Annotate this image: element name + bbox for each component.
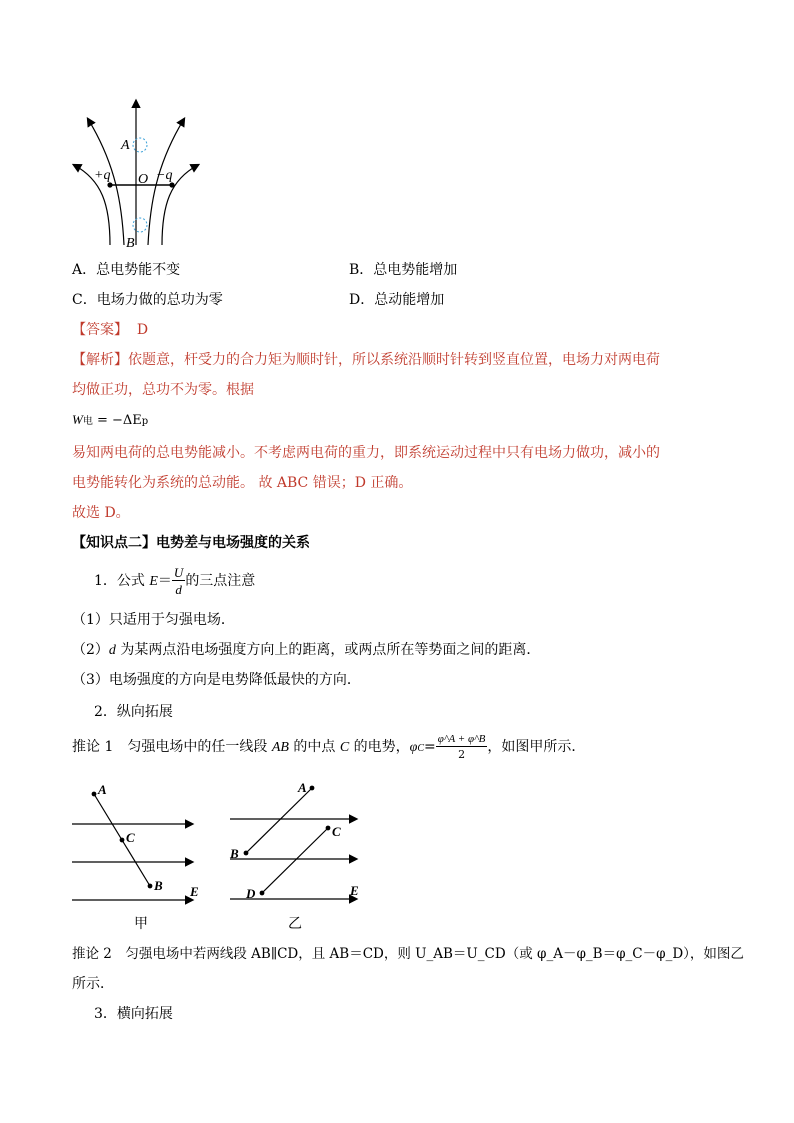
inference-1 bbox=[72, 730, 585, 764]
answer-value: D bbox=[136, 322, 149, 338]
infer1-den: 2 bbox=[458, 748, 466, 761]
jia-point-A bbox=[92, 792, 97, 797]
item1-eq: ＝ bbox=[157, 573, 172, 589]
infer1-eq: = bbox=[424, 739, 436, 755]
position-B-circle bbox=[133, 218, 147, 232]
yi-label-D: D bbox=[246, 886, 256, 901]
formula-W: W bbox=[72, 412, 83, 427]
dipole-field-figure bbox=[66, 95, 216, 255]
jia-caption: 甲 bbox=[134, 917, 148, 932]
inference-2-line-1: 推论 2 匀强电场中若两线段 AB∥CD，且 AB＝CD，则 U_AB＝U_CD（或 φ_A－φ_B＝φ_C－φ_D），如图乙 bbox=[72, 946, 744, 962]
item3: 3．横向拓展 bbox=[94, 1006, 173, 1022]
item1-suffix: 的三点注意 bbox=[185, 573, 256, 589]
infer1-mid2: 的电势， bbox=[349, 739, 410, 755]
yi-label-E: E bbox=[350, 883, 359, 898]
infer1-AB: AB bbox=[271, 740, 289, 755]
infer1-pre: 推论 1 匀强电场中的任一线段 bbox=[72, 739, 272, 755]
label-B: B bbox=[126, 236, 135, 251]
label-O: O bbox=[138, 172, 149, 187]
yi-label-A: A bbox=[298, 780, 307, 795]
analysis-text-1: 依题意，杆受力的合力矩为顺时针，所以系统沿顺时针转到竖直位置，电场力对两电荷 bbox=[128, 352, 660, 368]
yi-point-B bbox=[244, 851, 249, 856]
item1 bbox=[94, 565, 256, 597]
note-2 bbox=[72, 640, 540, 661]
formula-rest: = −ΔE bbox=[92, 413, 142, 428]
infer1-phiC: φ bbox=[409, 740, 418, 755]
infer1-C: C bbox=[339, 740, 350, 755]
label-minus-q: −q bbox=[156, 168, 173, 183]
jia-label-E: E bbox=[190, 884, 199, 899]
analysis-line-1 bbox=[72, 350, 660, 370]
item1-prefix: 1．公式 bbox=[94, 573, 150, 589]
item1-num: U bbox=[173, 565, 184, 580]
position-A-circle bbox=[133, 138, 147, 152]
formula-p: p bbox=[141, 416, 149, 427]
conclusion: 故选 D。 bbox=[72, 505, 130, 521]
infer1-suffix: ，如图甲所示． bbox=[487, 739, 586, 755]
jia-label-A: A bbox=[98, 782, 107, 797]
yi-label-C: C bbox=[332, 824, 341, 839]
yi-label-B: B bbox=[230, 846, 239, 861]
infer1-mid: 的中点 bbox=[288, 739, 340, 755]
analysis-line-2: 均做正功，总功不为零。根据 bbox=[72, 382, 254, 398]
note-3: （3）电场强度的方向是电势降低最快的方向． bbox=[72, 672, 361, 688]
jia-point-C bbox=[120, 838, 125, 843]
charge-plus bbox=[107, 182, 112, 187]
yi-segment-AB bbox=[246, 788, 312, 853]
option-d: D．总动能增加 bbox=[349, 292, 445, 308]
analysis-formula bbox=[72, 410, 148, 432]
yi-point-A bbox=[310, 786, 315, 791]
yi-segment-CD bbox=[262, 828, 328, 893]
label-A: A bbox=[121, 138, 130, 153]
inference-2-line-2: 所示． bbox=[72, 976, 114, 992]
item1-E: E bbox=[149, 574, 158, 589]
charge-minus bbox=[169, 182, 174, 187]
note2-rest: 为某两点沿电场强度方向上的距离，或两点所在等势面之间的距离． bbox=[115, 642, 541, 658]
infer1-num: φ^A + φ^B bbox=[437, 733, 486, 745]
option-c: C．电场力做的总功为零 bbox=[72, 292, 223, 308]
answer-label: 【答案】 bbox=[72, 322, 128, 338]
option-a: A．总电势能不变 bbox=[72, 262, 181, 278]
jia-label-B: B bbox=[154, 878, 163, 893]
section2-title: 【知识点二】电势差与电场强度的关系 bbox=[72, 535, 310, 551]
analysis-line-4: 电势能转化为系统的总动能。 故 ABC 错误；D 正确。 bbox=[72, 475, 413, 491]
note-1: （1）只适用于匀强电场． bbox=[72, 612, 235, 628]
uniform-field-figures bbox=[66, 778, 386, 938]
note2-pre: （2） bbox=[72, 642, 109, 658]
yi-caption: 乙 bbox=[288, 917, 302, 932]
analysis-line-3: 易知两电荷的总电势能减小。不考虑两电荷的重力，即系统运动过程中只有电场力做功，减小的 bbox=[72, 445, 660, 461]
note2-d: d bbox=[108, 643, 116, 658]
infer1-fraction bbox=[436, 734, 488, 760]
formula-sub: 电 bbox=[82, 416, 93, 427]
item1-fraction bbox=[172, 566, 185, 596]
item2: 2．纵向拓展 bbox=[94, 704, 173, 720]
infer1-subC: C bbox=[417, 743, 425, 754]
label-plus-q: +q bbox=[94, 168, 111, 183]
yi-point-D bbox=[260, 891, 265, 896]
jia-label-C: C bbox=[126, 830, 135, 845]
option-b: B．总电势能增加 bbox=[349, 262, 458, 278]
jia-point-B bbox=[148, 884, 153, 889]
item1-den: d bbox=[175, 582, 182, 597]
analysis-label: 【解析】 bbox=[72, 352, 128, 368]
yi-point-C bbox=[326, 826, 331, 831]
answer-line bbox=[72, 320, 148, 340]
